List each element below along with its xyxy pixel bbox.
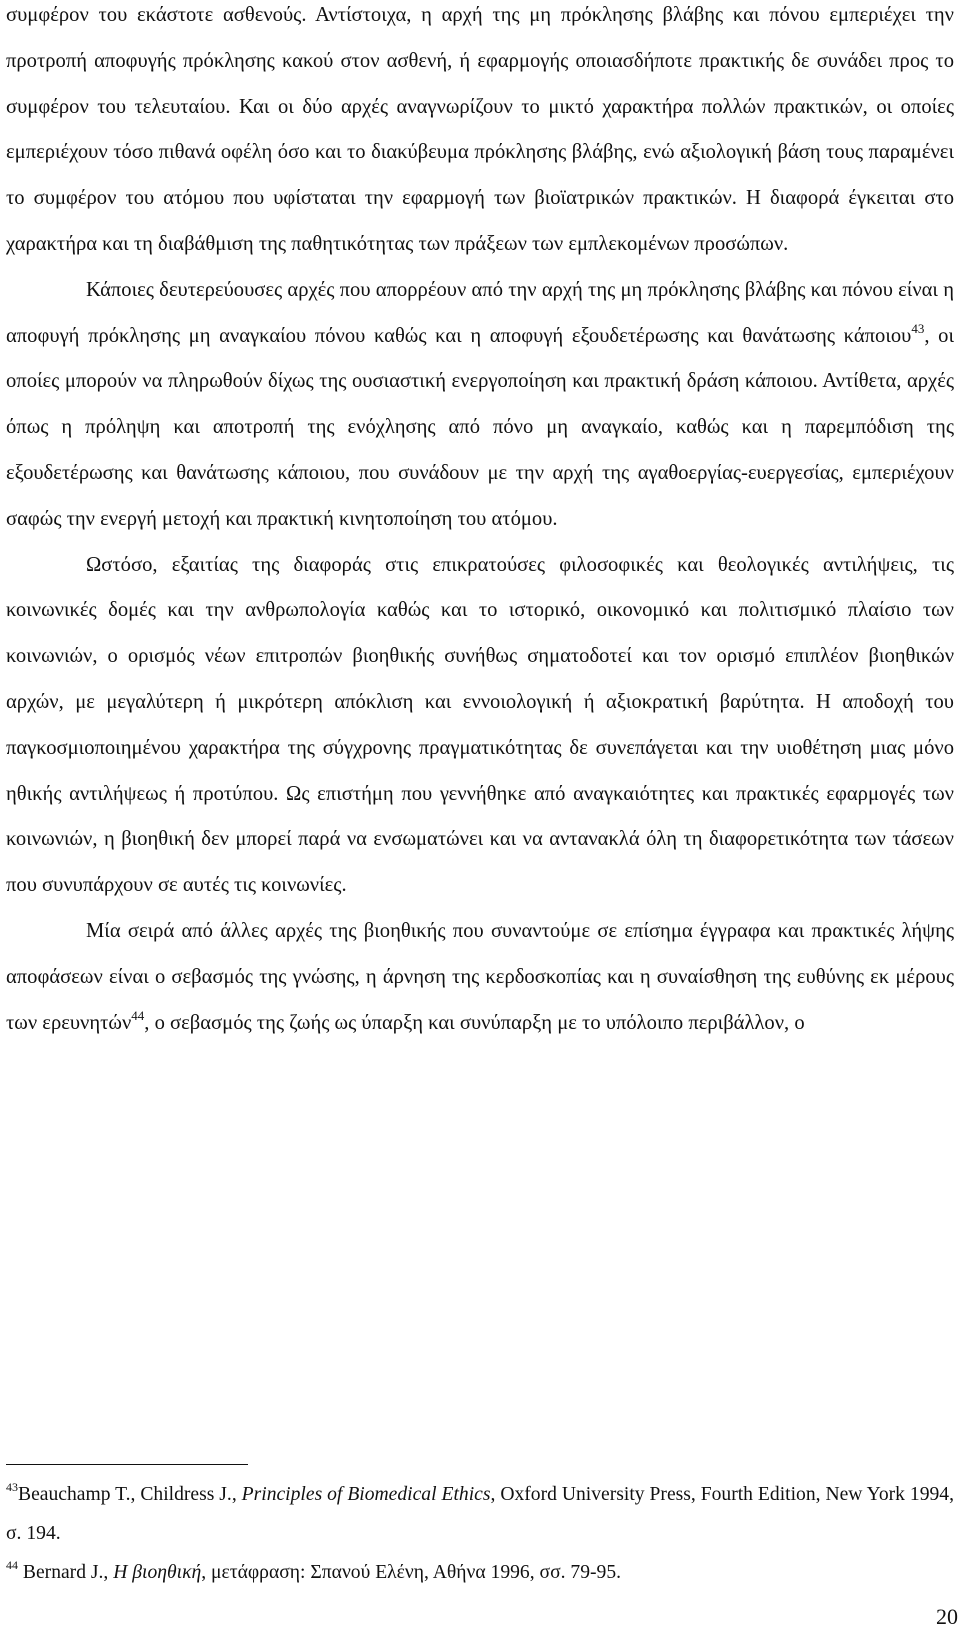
paragraph-4-text: Μία σειρά από άλλες αρχές της βιοηθικής που συναντούμε σε επίσημα έγγραφα και πρακτικές λήψης αποφάσεων είναι ο σεβασμός της γνώσης, η άρνηση της κερδοσκοπίας και η συναίσθηση της ευθύνης εκ μέρους των ερευνητών [6, 919, 954, 1034]
paragraph-2 [6, 268, 954, 543]
paragraph-4-text-cont: , ο σεβασμός της ζωής ως ύπαρξη και συνύπαρξη με το υπόλοιπο περιβάλλον, ο [144, 1011, 805, 1034]
paragraph-3: Ωστόσο, εξαιτίας της διαφοράς στις επικρατούσες φιλοσοφικές και θεολογικές αντιλήψεις, τις κοινωνικές δομές και την ανθρωπολογία καθώς και το ιστορικό, οικονομικό και πολιτισμικό πλαίσιο των κοινωνιών, ο ορισμός νέων επιτροπών βιοηθικής συνήθως σηματοδοτεί και τον ορισμό επιπλέον βιοηθικών αρχών, με μεγαλύτερη ή μικρότερη απόκλιση και εννοιολογική ή αξιοκρατική βαρύτητα. Η αποδοχή του παγκοσμιοποιημένου χαρακτήρα της σύγχρονης πραγματικότητας δε συνεπάγεται και την υιοθέτηση μιας μόνο ηθικής αντιλήψεως ή προτύπου. Ως επιστήμη που γεννήθηκε από αναγκαιότητες και πρακτικές εφαρμογές των κοινωνιών, η βιοηθική δεν μπορεί παρά να ενσωματώνει και να αντανακλά όλη τη διαφορετικότητα των τάσεων που συνυπάρχουν σε αυτές τις κοινωνίες. [6, 553, 954, 897]
footnote-43 [6, 1475, 954, 1553]
paragraph-1: συμφέρον του εκάστοτε ασθενούς. Αντίστοιχα, η αρχή της μη πρόκλησης βλάβης και πόνου εμπεριέχει την προτροπή αποφυγής πρόκλησης κακού στον ασθενή, ή εφαρμογής οποιασδήποτε πρακτικής δε συνάδει προς το συμφέρον του τελευταίου. Και οι δύο αρχές αναγνωρίζουν το μικτό χαρακτήρα πολλών πρακτικών, οι οποίες εμπεριέχουν τόσο πιθανά οφέλη όσο και το διακύβευμα πρόκλησης βλάβης, ενώ αξιολογική βάση τους παραμένει το συμφέρον του ατόμου που υφίσταται την εφαρμογή των βιοϊατρικών πρακτικών. Η διαφορά έγκειται στο χαρακτήρα και τη διαβάθμιση της παθητικότητας των πράξεων των εμπλεκομένων προσώπων. [6, 4, 954, 255]
paragraph-2-text-cont: , οι οποίες μπορούν να πληρωθούν δίχως της ουσιαστική ενεργοποίηση και πρακτική δράση κάποιου. Αντίθετα, αρχές όπως η πρόληψη και αποτροπή της ενόχλησης από πόνο μη αναγκαίο, καθώς και η παρεμπόδιση της εξουδετέρωσης και θανάτωσης κάποιου, που συνάδουν με την αρχή της αγαθοεργίας-ευεργεσίας, εμπεριέχουν σαφώς την ενεργή μετοχή και πρακτική κινητοποίηση του ατόμου. [6, 324, 954, 530]
footnote-text-cont: , μετάφραση: Σπανού Ελένη, Αθήνα 1996, σσ. 79-95. [201, 1562, 622, 1583]
footnote-separator [6, 1464, 248, 1465]
footnote-text-cont: , Oxford University Press, Fourth Edition, New York 1994, σ. 194. [6, 1484, 955, 1544]
paragraph-4 [6, 909, 954, 1046]
footnote-book-title: Η βιοηθική [113, 1562, 202, 1583]
footnote-number: 43 [6, 1480, 18, 1494]
footnote-book-title: Principles of Biomedical Ethics [241, 1484, 491, 1505]
footnote-ref-44[interactable]: 44 [131, 1007, 145, 1023]
footnote-text: Bernard J., [18, 1562, 114, 1583]
footnote-ref-43[interactable]: 43 [911, 320, 925, 336]
page-number: 20 [936, 1604, 958, 1629]
page-content [6, 0, 954, 1046]
body-text [6, 0, 954, 1046]
footnote-number: 44 [6, 1558, 18, 1572]
footnote-44 [6, 1553, 954, 1592]
footnote-text: Beauchamp T., Childress J., [18, 1484, 242, 1505]
footnotes [6, 1475, 954, 1592]
paragraph-2-text: Κάποιες δευτερεύουσες αρχές που απορρέουν από την αρχή της μη πρόκλησης βλάβης και πόνου είναι η αποφυγή πρόκλησης μη αναγκαίου πόνου καθώς και η αποφυγή εξουδετέρωσης και θανάτωσης κάποιου [6, 278, 954, 347]
